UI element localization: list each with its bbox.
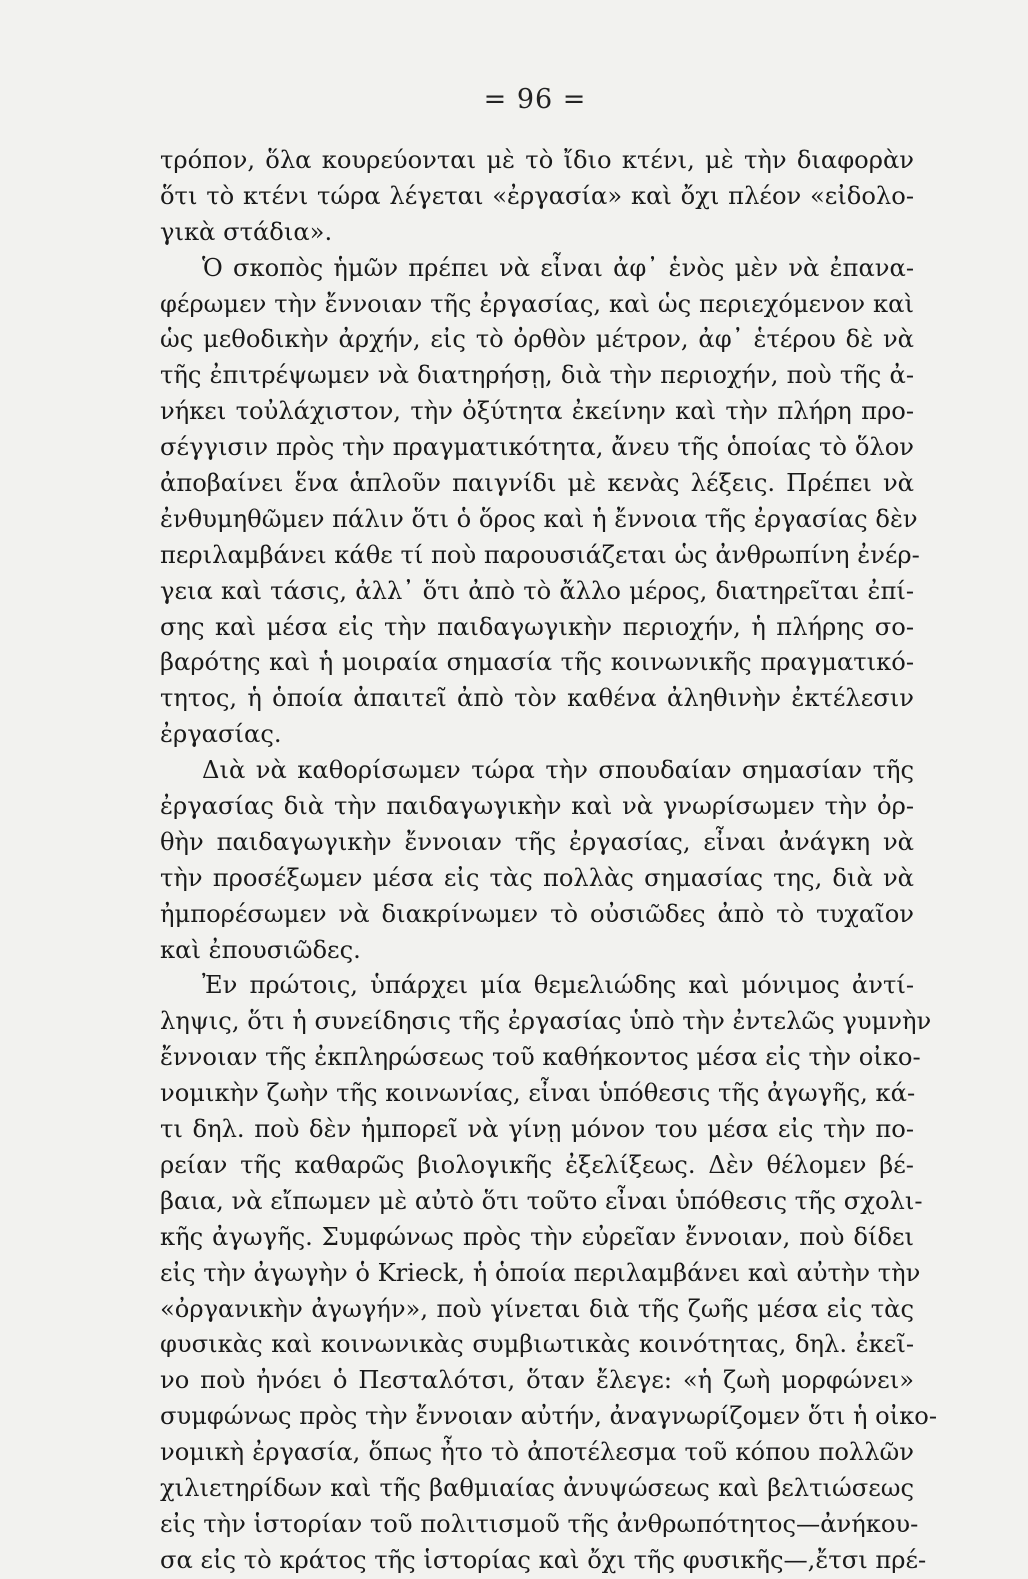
text-line: τητος, ἡ ὁποία ἀπαιτεῖ ἀπὸ τὸν καθένα ἀληθινὴν ἐκτέλεσιν [160,684,914,713]
text-line: συμφώνως πρὸς τὴν ἔννοιαν αὐτήν, ἀναγνωρίζομεν ὅτι ἡ οἰκο- [160,1402,938,1431]
text-line: θὴν παιδαγωγικὴν ἔννοιαν τῆς ἐργασίας, εἶναι ἀνάγκη νὰ [160,827,914,856]
text-line: φυσικὰς καὶ κοινωνικὰς συμβιωτικὰς κοινότητας, δηλ. ἐκεῖ- [160,1330,914,1359]
text-line: σέγγισιν πρὸς τὴν πραγματικότητα, ἄνευ τῆς ὁποίας τὸ ὅλον [160,433,914,462]
text-line: ληψις, ὅτι ἡ συνείδησις τῆς ἐργασίας ὑπὸ τὴν ἐντελῶς γυμνὴν [160,1007,932,1036]
page-number: = 96 = [483,84,587,115]
text-line: τι δηλ. ποὺ δὲν ἠμπορεῖ νὰ γίνῃ μόνον του μέσα εἰς τὴν πο- [160,1115,914,1144]
text-line: ἀποβαίνει ἕνα ἁπλοῦν παιγνίδι μὲ κενὰς λέξεις. Πρέπει νὰ [160,469,914,498]
text-line: γικὰ στάδια». [160,217,333,246]
text-line: τρόπον, ὅλα κουρεύονται μὲ τὸ ἴδιο κτένι, μὲ τὴν διαφορὰν [160,146,914,174]
text-line: νο ποὺ ἠνόει ὁ Πεσταλότσι, ὅταν ἔλεγε: «ἡ ζωὴ μορφώνει» [160,1366,914,1395]
text-line: τὴν προσέξωμεν μέσα εἰς τὰς πολλὰς σημασίας της, διὰ νὰ [160,863,914,892]
text-line: ὅτι τὸ κτένι τώρα λέγεται «ἐργασία» καὶ ὄχι πλέον «εἰδολο- [160,181,914,210]
text-line: εἰς τὴν ἱστορίαν τοῦ πολιτισμοῦ τῆς ἀνθρωπότητος—ἀνήκου- [160,1509,919,1538]
text-line: χιλιετηρίδων καὶ τῆς βαθμιαίας ἀνυψώσεως καὶ βελτιώσεως [160,1473,914,1502]
text-line: περιλαμβάνει κάθε τί ποὺ παρουσιάζεται ὡς ἀνθρωπίνη ἐνέρ- [160,540,920,569]
text-line: καὶ ἐπουσιῶδες. [160,935,361,964]
text-line: ρείαν τῆς καθαρῶς βιολογικῆς ἐξελίξεως. Δὲν θέλομεν βέ- [160,1150,914,1179]
text-line: νήκει τοὐλάχιστον, τὴν ὀξύτητα ἐκείνην καὶ τὴν πλήρη προ- [160,397,914,426]
text-line: νομικὴν ζωὴν τῆς κοινωνίας, εἶναι ὑπόθεσις τῆς ἀγωγῆς, κά- [160,1079,916,1108]
text-line: γεια καὶ τάσις, ἀλλ᾽ ὅτι ἀπὸ τὸ ἄλλο μέρος, διατηρεῖται ἐπί- [160,576,914,605]
text-line: νομικὴ ἐργασία, ὅπως ἦτο τὸ ἀποτέλεσμα τοῦ κόπου πολλῶν [160,1438,914,1467]
text-line: βαρότης καὶ ἡ μοιραία σημασία τῆς κοινωνικῆς πραγματικό- [160,648,914,677]
text-line: ἐργασίας. [160,720,282,749]
text-line: τῆς ἐπιτρέψωμεν νὰ διατηρήσῃ, διὰ τὴν περιοχήν, ποὺ τῆς ἀ- [160,361,914,390]
text-line: εἰς τὴν ἀγωγὴν ὁ Krieck, ἡ ὁποία περιλαμβάνει καὶ αὐτὴν τὴν [160,1258,921,1287]
text-line: σα εἰς τὸ κράτος τῆς ἱστορίας καὶ ὄχι τῆς φυσικῆς—,ἔτσι πρέ- [160,1545,927,1574]
text-line: ὡς μεθοδικὴν ἀρχήν, εἰς τὸ ὀρθὸν μέτρον, ἀφ᾽ ἑτέρου δὲ νὰ [160,325,914,354]
text-line: ἐνθυμηθῶμεν πάλιν ὅτι ὁ ὅρος καὶ ἡ ἔννοια τῆς ἐργασίας δὲν [160,504,918,533]
body-text [160,143,938,1579]
text-line: φέρωμεν τὴν ἔννοιαν τῆς ἐργασίας, καὶ ὡς περιεχόμενον καὶ [160,289,914,318]
text-line: Διὰ νὰ καθορίσωμεν τώρα τὴν σπουδαίαν σημασίαν τῆς [202,756,914,785]
text-line: βαια, νὰ εἴπωμεν μὲ αὐτὸ ὅτι τοῦτο εἶναι ὑπόθεσις τῆς σχολι- [160,1186,923,1215]
text-line: Ἐν πρώτοις, ὑπάρχει μία θεμελιώδης καὶ μόνιμος ἀντί- [202,971,914,1000]
text-line: ἐργασίας διὰ τὴν παιδαγωγικὴν καὶ νὰ γνωρίσωμεν τὴν ὀρ- [160,792,914,821]
text-line: ἠμπορέσωμεν νὰ διακρίνωμεν τὸ οὐσιῶδες ἀπὸ τὸ τυχαῖον [160,899,914,928]
text-line: ἔννοιαν τῆς ἐκπληρώσεως τοῦ καθήκοντος μέσα εἰς τὴν οἰκο- [160,1043,921,1072]
text-line: Ὁ σκοπὸς ἡμῶν πρέπει νὰ εἶναι ἀφ᾽ ἑνὸς μὲν νὰ ἐπανα- [202,253,914,282]
text-line: «ὀργανικὴν ἀγωγήν», ποὺ γίνεται διὰ τῆς ζωῆς μέσα εἰς τὰς [160,1294,914,1323]
text-line: σης καὶ μέσα εἰς τὴν παιδαγωγικὴν περιοχήν, ἡ πλήρης σο- [160,612,914,641]
text-line: κῆς ἀγωγῆς. Συμφώνως πρὸς τὴν εὐρεῖαν ἔννοιαν, ποὺ δίδει [160,1222,914,1251]
